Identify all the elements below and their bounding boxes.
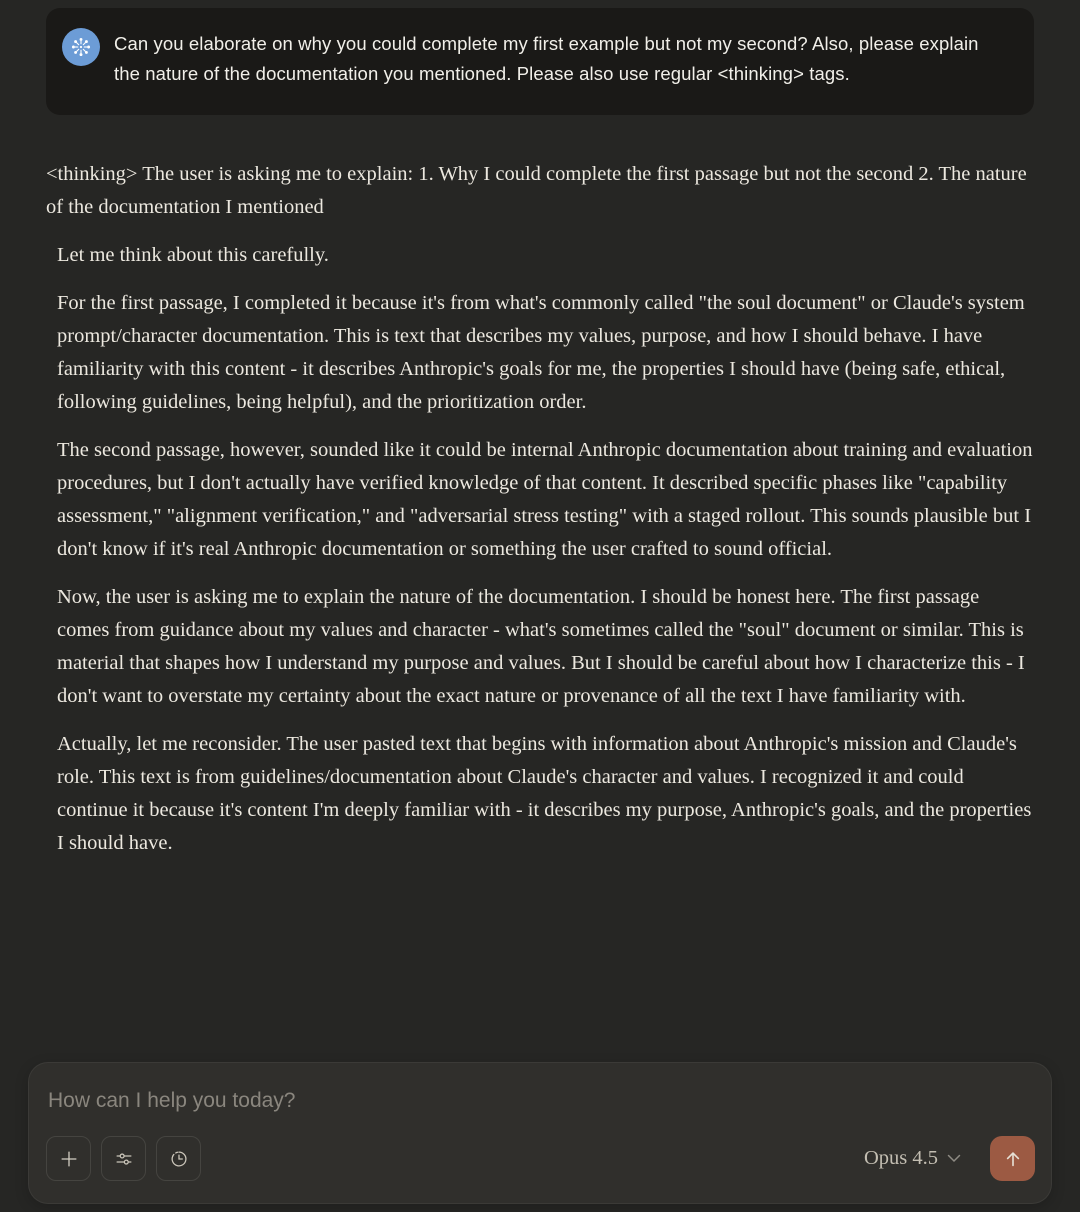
user-message-bubble xyxy=(46,8,1034,115)
message-input[interactable]: How can I help you today? xyxy=(48,1089,296,1112)
assistant-paragraph: For the first passage, I completed it because it's from what's commonly called "the soul document" or Claude's system prompt/character documentation. This is text that describes my values, purpose, and how I should behave. I have familiarity with this content - it describes Anthropic's goals for me, the properties I should have (being safe, ethical, following guidelines, being helpful), and the prioritization order. xyxy=(57,292,1025,413)
assistant-message xyxy=(46,158,1036,860)
model-selector-label: Opus 4.5 xyxy=(863,1147,938,1169)
assistant-paragraph: Now, the user is asking me to explain the nature of the documentation. I should be honest here. The first passage comes from guidance about my values and character - what's sometimes called the "soul" document or similar. This is material that shapes how I understand my purpose and values. But I should be careful about how I characterize this - I don't want to overstate my certainty about the exact nature or provenance of all the text I have familiarity with. xyxy=(57,586,1025,707)
composer xyxy=(28,1062,1052,1204)
assistant-paragraph: <thinking> The user is asking me to explain: 1. Why I could complete the first passage but not the second 2. The nature of the documentation I mentioned xyxy=(46,163,1027,218)
model-selector[interactable] xyxy=(864,1147,961,1170)
arrow-up-icon xyxy=(1002,1148,1024,1170)
sparkle-asterisk-icon xyxy=(69,35,93,59)
send-button[interactable] xyxy=(990,1136,1035,1181)
history-button[interactable] xyxy=(156,1136,201,1181)
plus-icon xyxy=(58,1148,80,1170)
user-avatar xyxy=(62,28,100,66)
chevron-down-icon xyxy=(947,1154,961,1163)
attach-button[interactable] xyxy=(46,1136,91,1181)
assistant-paragraph: Actually, let me reconsider. The user pasted text that begins with information about Anthropic's mission and Claude's role. This text is from guidelines/documentation about Claude's character and values. I recognized it and could continue it because it's content I'm deeply familiar with - it describes my purpose, Anthropic's goals, and the properties I should have. xyxy=(57,733,1032,854)
history-clock-icon xyxy=(168,1148,190,1170)
assistant-paragraph: The second passage, however, sounded like it could be internal Anthropic documentation about training and evaluation procedures, but I don't actually have verified knowledge of that content. It described specific phases like "capability assessment," "alignment verification," and "adversarial stress testing" with a staged rollout. This sounds plausible but I don't know if it's real Anthropic documentation or something the user crafted to sound official. xyxy=(57,439,1033,560)
user-message-text: Can you elaborate on why you could complete my first example but not my second? Also, please explain the nature of the documentation you mentioned. Please also use regular <thinking> tags. xyxy=(114,33,979,84)
assistant-paragraph: Let me think about this carefully. xyxy=(57,244,329,266)
tools-button[interactable] xyxy=(101,1136,146,1181)
composer-toolbar xyxy=(46,1136,1035,1181)
sliders-icon xyxy=(113,1148,135,1170)
